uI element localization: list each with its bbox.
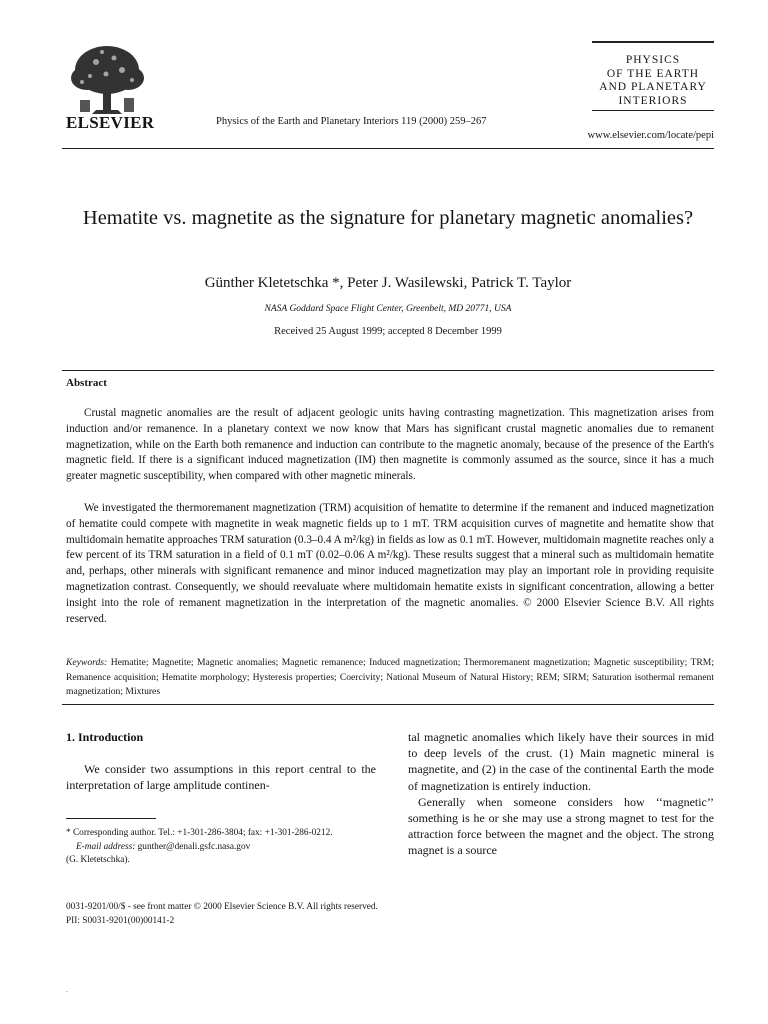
journal-rule-bottom [592,110,714,111]
abstract-paragraph: We investigated the thermoremanent magnetization (TRM) acquisition of hematite to determine if the remanent and induced magnetization of hematite could compete with magnetite in weak magnetic fields up to 1 mT. TRM acquisition curves of magnetite and hematite show that multidomain hematite approaches TRM saturation (0.3–0.4 A m²/kg) in fields as low as 0.1 mT. However, multidomain magnetite reaches only a few percent of its TRM saturation in a field of 0.1 mT (0.02–0.06 A m²/kg). These results suggest that a mineral such as multidomain hematite and, perhaps, other minerals with significant remanence and minor induced magnetization may play an important role in providing requisite magnetization contrast. Consequently, we should reevaluate where multidomain hematite exists in significant concentration, allowing a better insight into the role of remanent magnetization in the interpretation of the magnetic anomalies. © 2000 Elsevier Science B.V. All rights reserved. [66,502,714,625]
journal-rule-top [592,41,714,43]
section-heading: 1. Introduction [66,730,144,744]
legal-notice [66,901,378,928]
abstract-rule-bottom [62,704,714,705]
body-paragraph: tal magnetic anomalies which likely have their sources in mid to deep levels of the crust. (1) Main magnetic mineral is magnetite, and (2) in the case of the continental Earth the mode of magnetization is entirely induction. [408,730,714,793]
email-label: E-mail address: [76,841,136,852]
email-address[interactable]: gunther@denali.gsfc.nasa.gov [137,841,251,852]
footnote-email-line [66,841,376,855]
footnote-name: (G. Kletetschka). [66,855,130,865]
right-column [408,729,714,859]
abstract-rule-top [62,370,714,371]
received-dates: Received 25 August 1999; accepted 8 December 1999 [274,326,502,337]
journal-url[interactable]: www.elsevier.com/locate/pepi [587,130,714,141]
author-list: Günther Kletetschka *, Peter J. Wasilewski, Patrick T. Taylor [204,275,572,291]
journal-line: PHYSICS [625,54,681,66]
journal-line: AND PLANETARY [599,81,707,93]
keywords-label: Keywords: [66,657,108,668]
publisher-name: ELSEVIER [66,113,155,132]
page-mark: . [66,985,68,994]
footnote [66,827,376,868]
journal-line: INTERIORS [618,94,688,107]
keywords [66,656,714,700]
header-rule [62,148,714,149]
body-paragraph: We consider two assumptions in this report central to the interpretation of large amplitude continen- [66,762,376,793]
affiliation: NASA Goddard Space Flight Center, Greenbelt, MD 20771, USA [264,304,512,314]
abstract-heading: Abstract [66,377,107,389]
journal-title-block [592,54,714,108]
journal-citation: Physics of the Earth and Planetary Interiors 119 (2000) 259–267 [216,116,487,127]
copyright-line: 0031-9201/00/$ - see front matter © 2000 Elsevier Science B.V. All rights reserved. [66,902,378,912]
body-paragraph: Generally when someone considers how ‘‘magnetic’’ something is he or she may use a strong magnet to test for the attraction force between the magnet and the object. The strong magnet is a source [408,794,714,858]
abstract-paragraph: Crustal magnetic anomalies are the result of adjacent geologic units having contrasting magnetization. This magnetization arises from induction and/or remanence. In a planetary context we now know that Mars has significant crustal magnetic anomalies due to remanent magnetization, while on the Earth both remanence and induction can contribute to the magnetic anomaly, because of the presence of the Earth's magnetic field. If there is a significant induced magnetization (IM) then magnetite is commonly assumed as the source, since it has a much greater magnetic susceptibility, when compared with other magnetic minerals. [66,407,714,483]
keywords-text: Hematite; Magnetite; Magnetic anomalies; Magnetic remanence; Induced magnetization; Thermoremanent magnetization; Magnetic susceptibility; TRM; Remanence acquisition; Hematite morphology; Hysteresis properties; Coercivity; National Museum of Natural History; REM; SIRM; Saturation isothermal remanent magnetization; Mixtures [66,657,714,697]
pii-line: PII: S0031-9201(00)00141-2 [66,915,175,926]
paper-title: Hematite vs. magnetite as the signature for planetary magnetic anomalies? [82,207,694,229]
journal-line: OF THE EARTH [606,67,700,80]
footnote-rule [66,818,156,819]
footnote-correspondence: * Corresponding author. Tel.: +1-301-286-3804; fax: +1-301-286-0212. [66,828,333,838]
